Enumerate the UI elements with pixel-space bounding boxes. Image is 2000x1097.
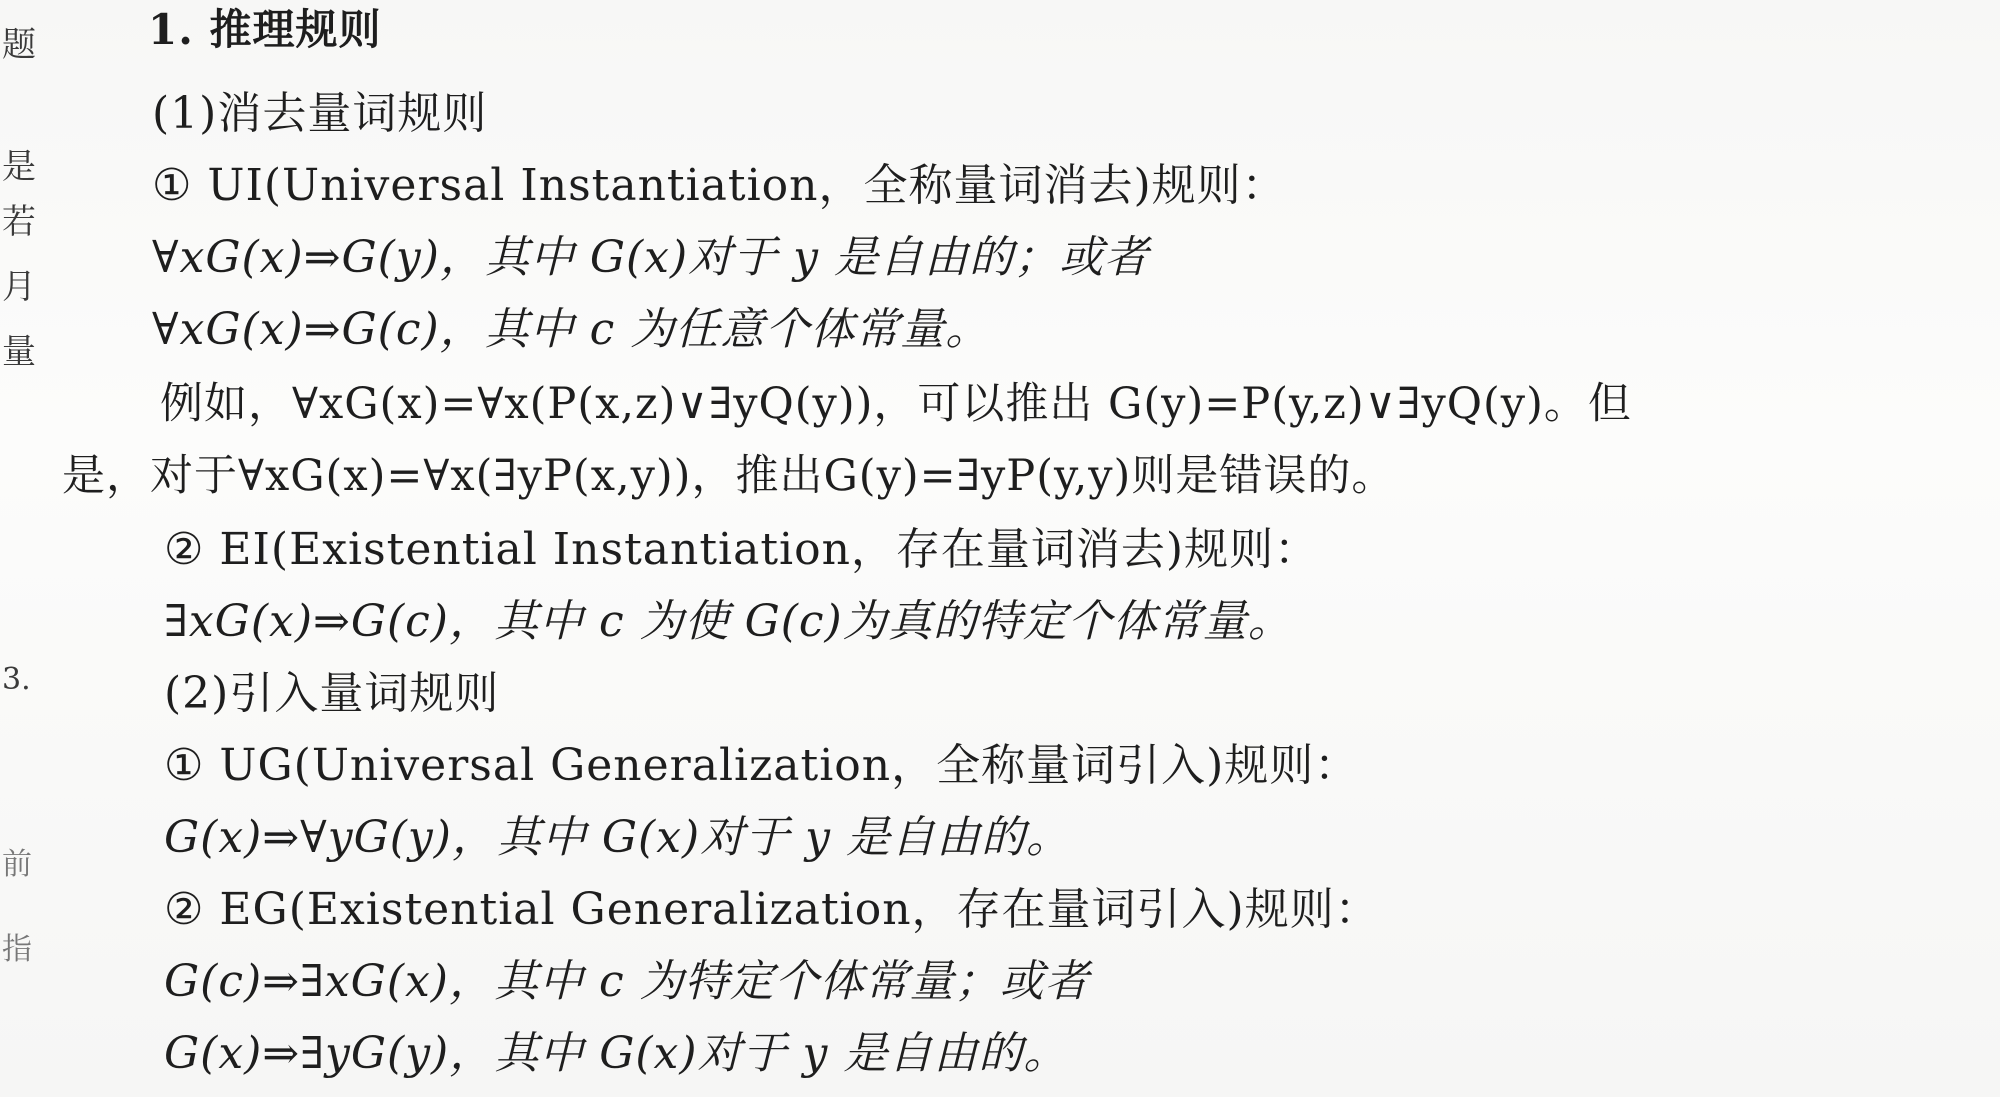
formula-line: G(x)⇒∀yG(y)，其中 G(x)对于 y 是自由的。 — [164, 812, 1072, 863]
subsection-title: (2)引入量词规则 — [164, 668, 500, 719]
margin-fragment: 是 — [2, 147, 36, 187]
margin-fragment: 若 — [2, 202, 36, 242]
formula-line: ∀xG(x)⇒G(y)，其中 G(x)对于 y 是自由的；或者 — [152, 232, 1149, 283]
rule-title-ei: ② EI(Existential Instantiation，存在量词消去)规则： — [164, 524, 1320, 575]
rule-title-eg: ② EG(Existential Generalization，存在量词引入)规则： — [164, 884, 1380, 935]
margin-fragment: 指 — [2, 932, 32, 967]
margin-fragment: 量 — [2, 332, 36, 372]
rule-title-ui: ① UI(Universal Instantiation，全称量词消去)规则： — [152, 160, 1287, 211]
formula-line: ∃xG(x)⇒G(c)，其中 c 为使 G(c)为真的特定个体常量。 — [164, 596, 1293, 647]
margin-fragment: 前 — [2, 847, 32, 882]
formula-line: ∀xG(x)⇒G(c)，其中 c 为任意个体常量。 — [152, 304, 991, 355]
subsection-title: (1)消去量词规则 — [152, 88, 488, 139]
section-heading: 1. 推理规则 — [148, 5, 382, 54]
example-line: 是，对于∀xG(x)=∀x(∃yP(x,y))，推出G(y)=∃yP(y,y)则是错误的。 — [62, 451, 1396, 501]
formula-line: G(x)⇒∃yG(y)，其中 G(x)对于 y 是自由的。 — [164, 1028, 1069, 1079]
example-line: 例如，∀xG(x)=∀x(P(x,z)∨∃yQ(y))，可以推出 G(y)=P(y,z)∨∃yQ(y)。但 — [160, 379, 1632, 429]
left-margin-fragments — [0, 0, 36, 1097]
margin-fragment: 月 — [2, 267, 36, 307]
formula-line: G(c)⇒∃xG(x)，其中 c 为特定个体常量；或者 — [164, 956, 1090, 1007]
margin-fragment: 3. — [2, 662, 31, 697]
margin-fragment: 题 — [2, 25, 36, 65]
rule-title-ug: ① UG(Universal Generalization，全称量词引入)规则： — [164, 740, 1360, 791]
